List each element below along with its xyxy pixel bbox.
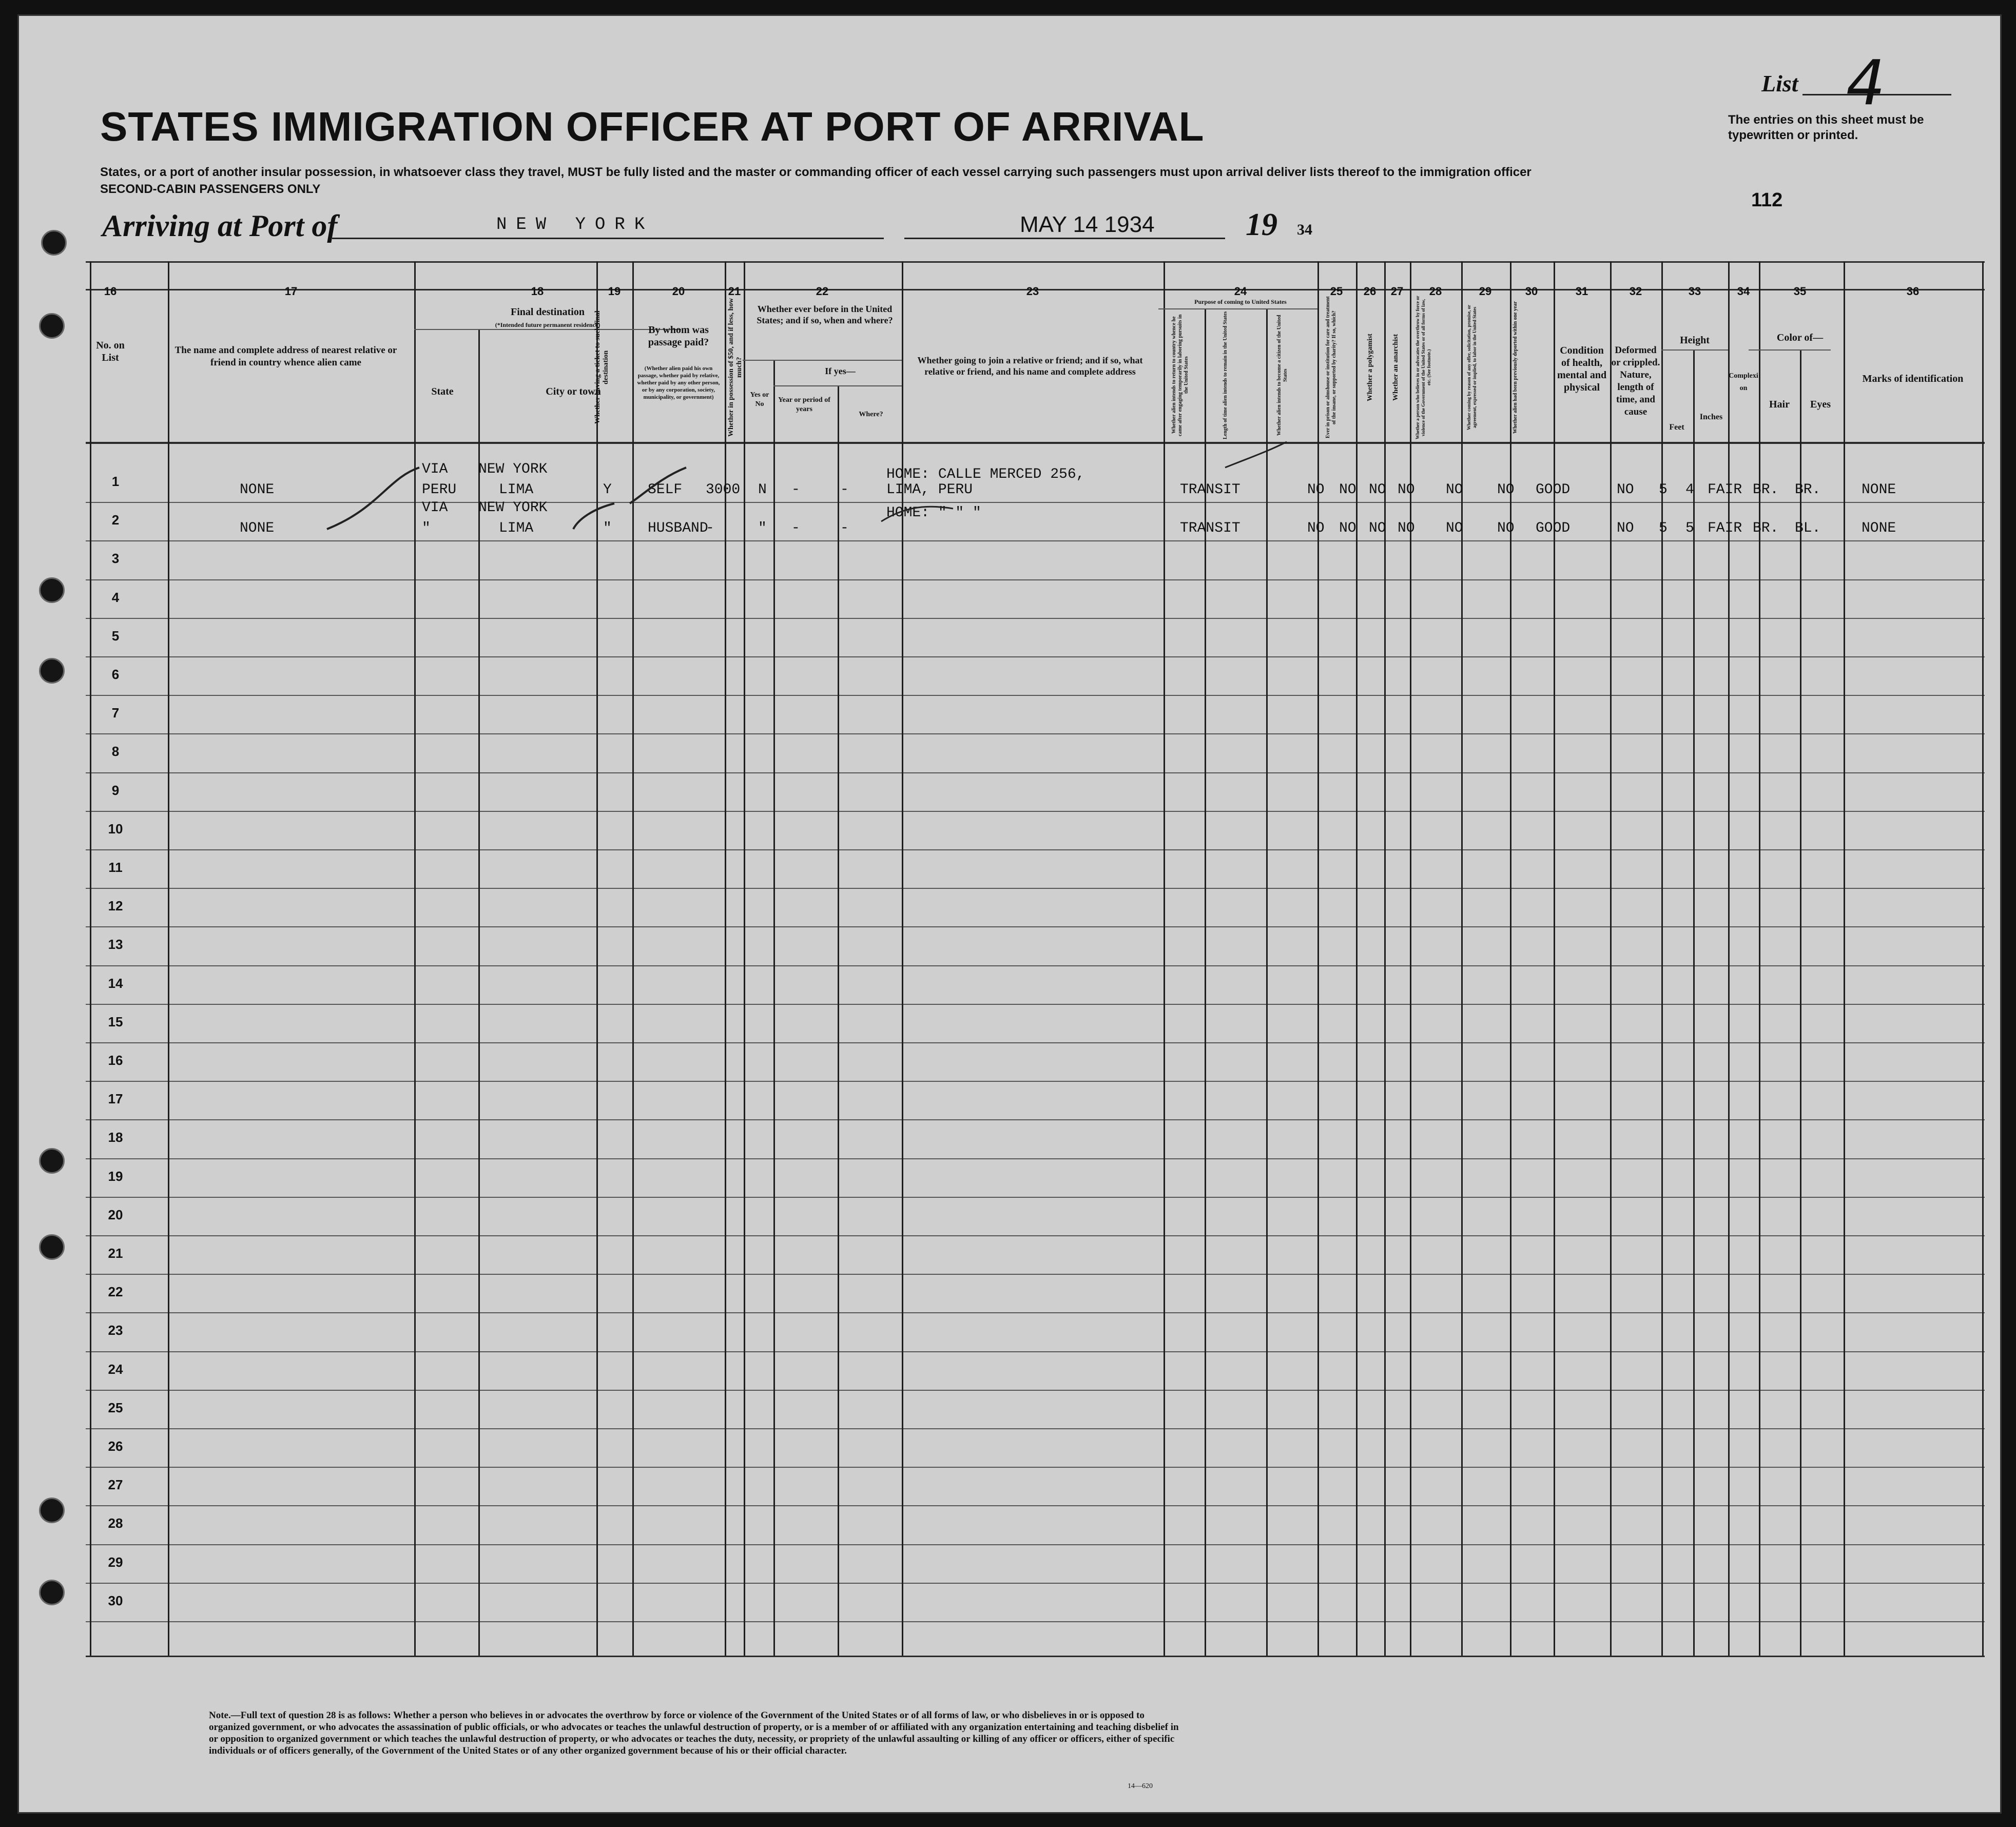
hdr-c28: Whether a person who believes in or advocates the overthrow by force or violence of the Government of the United States or of all forms of law, etc. (See footnote.) <box>1415 296 1431 439</box>
column-number: 35 <box>1793 285 1807 298</box>
hdr-c16: No. on List <box>96 340 125 363</box>
hdr-c18-state: State <box>431 386 454 397</box>
hdr-c25: Ever in prison or almshouse or institution for care and treatment of the insane, or supported by charity? If so, which? <box>1325 296 1337 439</box>
cell-polygamist: NO <box>1339 520 1356 537</box>
row-number: 16 <box>108 1053 123 1068</box>
row-number: 13 <box>108 937 123 953</box>
cell-city-line1: NEW YORK <box>478 500 548 516</box>
column-number: 16 <box>104 285 117 298</box>
cell-marks: NONE <box>1862 482 1896 498</box>
row-number: 18 <box>108 1130 123 1145</box>
hdr-c18-city: City or town <box>546 386 601 397</box>
row-number: 14 <box>108 975 123 991</box>
cell-before-us: N <box>758 482 767 498</box>
cell-health: GOOD <box>1536 482 1571 498</box>
punch-hole <box>39 1498 65 1523</box>
hdr-c33-feet: Feet <box>1669 423 1684 432</box>
cell-city-line2: LIMA <box>499 482 534 498</box>
hdr-c27: Whether an anarchist <box>1392 334 1400 401</box>
year-prefix: 19 <box>1246 207 1277 242</box>
column-number: 26 <box>1363 285 1377 298</box>
cell-q28: NO <box>1398 520 1415 537</box>
cell-paid-by: SELF <box>648 482 683 498</box>
cell-ticket: " <box>603 520 612 537</box>
punch-hole <box>39 577 65 603</box>
cell-money: 3000 <box>706 482 741 498</box>
row-number: 24 <box>108 1361 123 1377</box>
cell-paid-by: HUSBAND <box>648 520 708 537</box>
pen-stroke-3 <box>630 468 686 503</box>
hdr-c30: Whether alien had been previously deported within one year <box>1513 301 1518 434</box>
row-number: 19 <box>108 1168 123 1184</box>
column-number: 17 <box>284 285 298 298</box>
cell-joining-line1: HOME: " " " <box>886 505 981 521</box>
cell-anarchist: NO <box>1369 482 1386 498</box>
manifest-sheet <box>17 14 2002 1814</box>
cell-polygamist: NO <box>1339 482 1356 498</box>
page-title: STATES IMMIGRATION OFFICER AT PORT OF ARRIVAL <box>100 104 1205 149</box>
cell-feet: 5 <box>1659 520 1668 537</box>
column-number: 29 <box>1479 285 1492 298</box>
hdr-c23: Whether going to join a relative or friend; and if so, what relative or friend, and his name and complete address <box>917 355 1143 377</box>
row-number: 6 <box>111 667 120 682</box>
cell-money: - <box>706 520 714 537</box>
column-number: 19 <box>608 285 621 298</box>
row-number: 8 <box>111 744 120 760</box>
year-suffix: 34 <box>1297 221 1312 238</box>
column-number: 30 <box>1525 285 1538 298</box>
cell-year: - <box>791 482 800 498</box>
cell-anarchist: NO <box>1369 520 1386 537</box>
hdr-c36: Marks of identification <box>1862 373 1964 384</box>
cell-state-line1: VIA <box>422 461 448 477</box>
cell-purpose: TRANSIT <box>1180 520 1240 537</box>
arriving-label: Arriving at Port of <box>102 209 338 243</box>
cell-relative: NONE <box>240 520 275 537</box>
footnote: Note.—Full text of question 28 is as follows: Whether a person who believes in or advocates the overthrow by force or violence of the Government of the United States or of all forms of law, or who disbelieves in or is opposed to organized government, or who advocates the assassination of public officials, or who advocates or teaches the unlawful destruction of property, or is a member of or affiliated with any organization entertaining and teaching disbelief in or opposition to organized government or which teaches the unlawful destruction of property, or who advocates or teaches the duty, necessity, or propriety of the unlawful assaulting or killing of any officer or officers, either of specific individuals or of officers generally, of the Government of the United States or of any other organized government because of his or their official character. <box>209 1710 1179 1756</box>
cell-ticket: Y <box>603 482 612 498</box>
column-number: 22 <box>816 285 829 298</box>
cell-year: - <box>791 520 800 537</box>
hdr-c35-hair: Hair <box>1769 399 1790 410</box>
row-number: 28 <box>108 1515 123 1531</box>
cell-hair: BR. <box>1753 520 1779 537</box>
row-number: 4 <box>111 589 120 605</box>
row-number: 10 <box>108 821 123 837</box>
page-number: 112 <box>1751 189 1783 211</box>
cell-eyes: BR. <box>1795 482 1821 498</box>
pen-stroke-1 <box>327 468 419 529</box>
pen-stroke-2 <box>573 503 614 529</box>
row-number: 29 <box>108 1554 123 1570</box>
column-number: 18 <box>531 285 544 298</box>
column-number: 28 <box>1429 285 1442 298</box>
cell-prison: NO <box>1307 482 1325 498</box>
cell-before-us: " <box>758 520 767 537</box>
cell-relative: NONE <box>240 482 275 498</box>
column-number: 20 <box>672 285 685 298</box>
hdr-c22-yesno: Yes or No <box>750 391 769 408</box>
cell-city-line2: LIMA <box>499 520 534 537</box>
cell-state-line2: " <box>422 520 431 537</box>
cell-marks: NONE <box>1862 520 1896 537</box>
hdr-c22-ifyes: If yes— <box>825 366 856 376</box>
column-number: 21 <box>728 285 741 298</box>
row-number: 27 <box>108 1477 123 1493</box>
cell-joining-line1: HOME: CALLE MERCED 256, <box>886 467 1085 482</box>
hdr-c29: Whether coming by reason of any offer, solicitation, promise, or agreement, expressed or implied, to labor in the United States <box>1466 304 1477 431</box>
row-number: 23 <box>108 1323 123 1338</box>
row-number: 25 <box>108 1400 123 1415</box>
row-number: 7 <box>111 705 120 721</box>
column-number: 23 <box>1026 285 1039 298</box>
hdr-c18-sub: (*Intended future permanent residence) <box>495 321 600 328</box>
cell-q29: NO <box>1446 482 1463 498</box>
row-number: 11 <box>108 860 123 875</box>
hdr-c24-a: Whether alien intends to return to country whence he came after engaging temporarily in laboring pursuits in the United States <box>1171 314 1189 436</box>
cell-feet: 5 <box>1659 482 1668 498</box>
hdr-c31: Condition of health, mental and physical <box>1557 345 1607 393</box>
punch-hole <box>39 658 65 684</box>
punch-hole <box>39 1580 65 1605</box>
hdr-c32: Deformed or crippled. Nature, length of time, and cause <box>1611 345 1660 417</box>
hdr-c34: Complexion <box>1729 372 1758 392</box>
column-number: 32 <box>1629 285 1642 298</box>
hdr-c22-year: Year or period of years <box>778 396 830 413</box>
entries-note: The entries on this sheet must be typewritten or printed. <box>1728 113 1924 142</box>
column-number: 27 <box>1390 285 1404 298</box>
hdr-c18: Final destination <box>511 306 585 318</box>
list-number: 4 <box>1846 48 1886 119</box>
cell-deformed: NO <box>1617 520 1634 537</box>
cell-prison: NO <box>1307 520 1325 537</box>
cell-complexion: FAIR <box>1708 482 1742 498</box>
cell-city-line1: NEW YORK <box>478 461 548 477</box>
cell-joining-line2: LIMA, PERU <box>886 482 973 498</box>
port-value: NEW YORK <box>496 215 654 235</box>
cell-inches: 4 <box>1685 482 1694 498</box>
column-number: 33 <box>1688 285 1701 298</box>
hdr-c17: The name and complete address of nearest relative or friend in country whence alien came <box>175 345 397 368</box>
instruction-line-2: SECOND-CABIN PASSENGERS ONLY <box>100 182 321 196</box>
list-label: List <box>1761 70 1798 96</box>
column-number: 25 <box>1330 285 1343 298</box>
row-number: 12 <box>108 898 123 914</box>
cell-inches: 5 <box>1685 520 1694 537</box>
hdr-c24-c: Whether alien intends to become a citizen of the United States <box>1276 315 1288 436</box>
cell-complexion: FAIR <box>1708 520 1742 537</box>
row-number: 3 <box>111 551 120 567</box>
cell-state-line2: PERU <box>422 482 457 498</box>
cell-health: GOOD <box>1536 520 1571 537</box>
hdr-c20: By whom was passage paid? <box>648 324 709 348</box>
handwritten-marks <box>19 16 2000 1812</box>
punch-hole <box>39 1148 65 1174</box>
row-number: 26 <box>108 1439 123 1454</box>
hdr-c33: Height <box>1680 335 1710 346</box>
hdr-c22-where: Where? <box>859 411 883 418</box>
column-number: 24 <box>1234 285 1247 298</box>
hdr-c22: Whether ever before in the United States; and if so, when and where? <box>757 304 893 325</box>
row-number: 2 <box>111 512 120 528</box>
punch-hole <box>41 230 67 256</box>
pen-stroke-4 <box>881 507 953 521</box>
cell-purpose: TRANSIT <box>1180 482 1240 498</box>
cell-state-line1: VIA <box>422 500 448 516</box>
row-number: 9 <box>111 782 120 798</box>
hdr-c35: Color of— <box>1776 332 1824 343</box>
cell-deformed: NO <box>1617 482 1634 498</box>
cell-where: - <box>840 520 849 537</box>
instruction-line-1: States, or a port of another insular possession, in whatsoever class they travel, MUST be fully listed and the master or commanding officer of each vessel carrying such passengers must upon arrival deliver lists thereof to the immigration officer <box>100 165 1532 179</box>
row-number: 22 <box>108 1284 123 1300</box>
hdr-c24: Purpose of coming to United States <box>1194 298 1287 305</box>
hdr-c20-sub: (Whether alien paid his own passage, whether paid by relative, whether paid by any other person, or by any corporation, society, municipality, or government) <box>637 365 720 400</box>
hdr-c35-eyes: Eyes <box>1810 399 1831 410</box>
column-number: 31 <box>1575 285 1588 298</box>
row-number: 5 <box>111 628 120 644</box>
hdr-c26: Whether a polygamist <box>1366 334 1374 401</box>
row-number: 1 <box>111 474 120 489</box>
hdr-c33-inches: Inches <box>1699 413 1723 421</box>
hdr-c24-b: Length of time alien intends to remain in the United States <box>1223 311 1228 439</box>
column-number: 36 <box>1906 285 1920 298</box>
hdr-c19: Whether having a ticket to such final destination <box>594 310 610 424</box>
row-number: 17 <box>108 1091 123 1107</box>
cell-where: - <box>840 482 849 498</box>
row-number: 30 <box>108 1592 123 1608</box>
column-number: 34 <box>1737 285 1750 298</box>
row-number: 15 <box>108 1014 123 1029</box>
cell-q29: NO <box>1446 520 1463 537</box>
cell-deported: NO <box>1497 520 1515 537</box>
row-number: 21 <box>108 1246 123 1261</box>
row-number: 20 <box>108 1207 123 1222</box>
cell-hair: BR. <box>1753 482 1779 498</box>
cell-q28: NO <box>1398 482 1415 498</box>
form-code: 14—620 <box>1128 1782 1153 1790</box>
punch-hole <box>39 1234 65 1260</box>
cell-eyes: BL. <box>1795 520 1821 537</box>
date-stamp: MAY 14 1934 <box>1020 212 1155 237</box>
cell-deported: NO <box>1497 482 1515 498</box>
pen-stroke-5 <box>1225 442 1287 468</box>
hdr-c21: Whether in possession of $50, and if less, how much? <box>727 298 743 437</box>
punch-hole <box>39 313 65 339</box>
